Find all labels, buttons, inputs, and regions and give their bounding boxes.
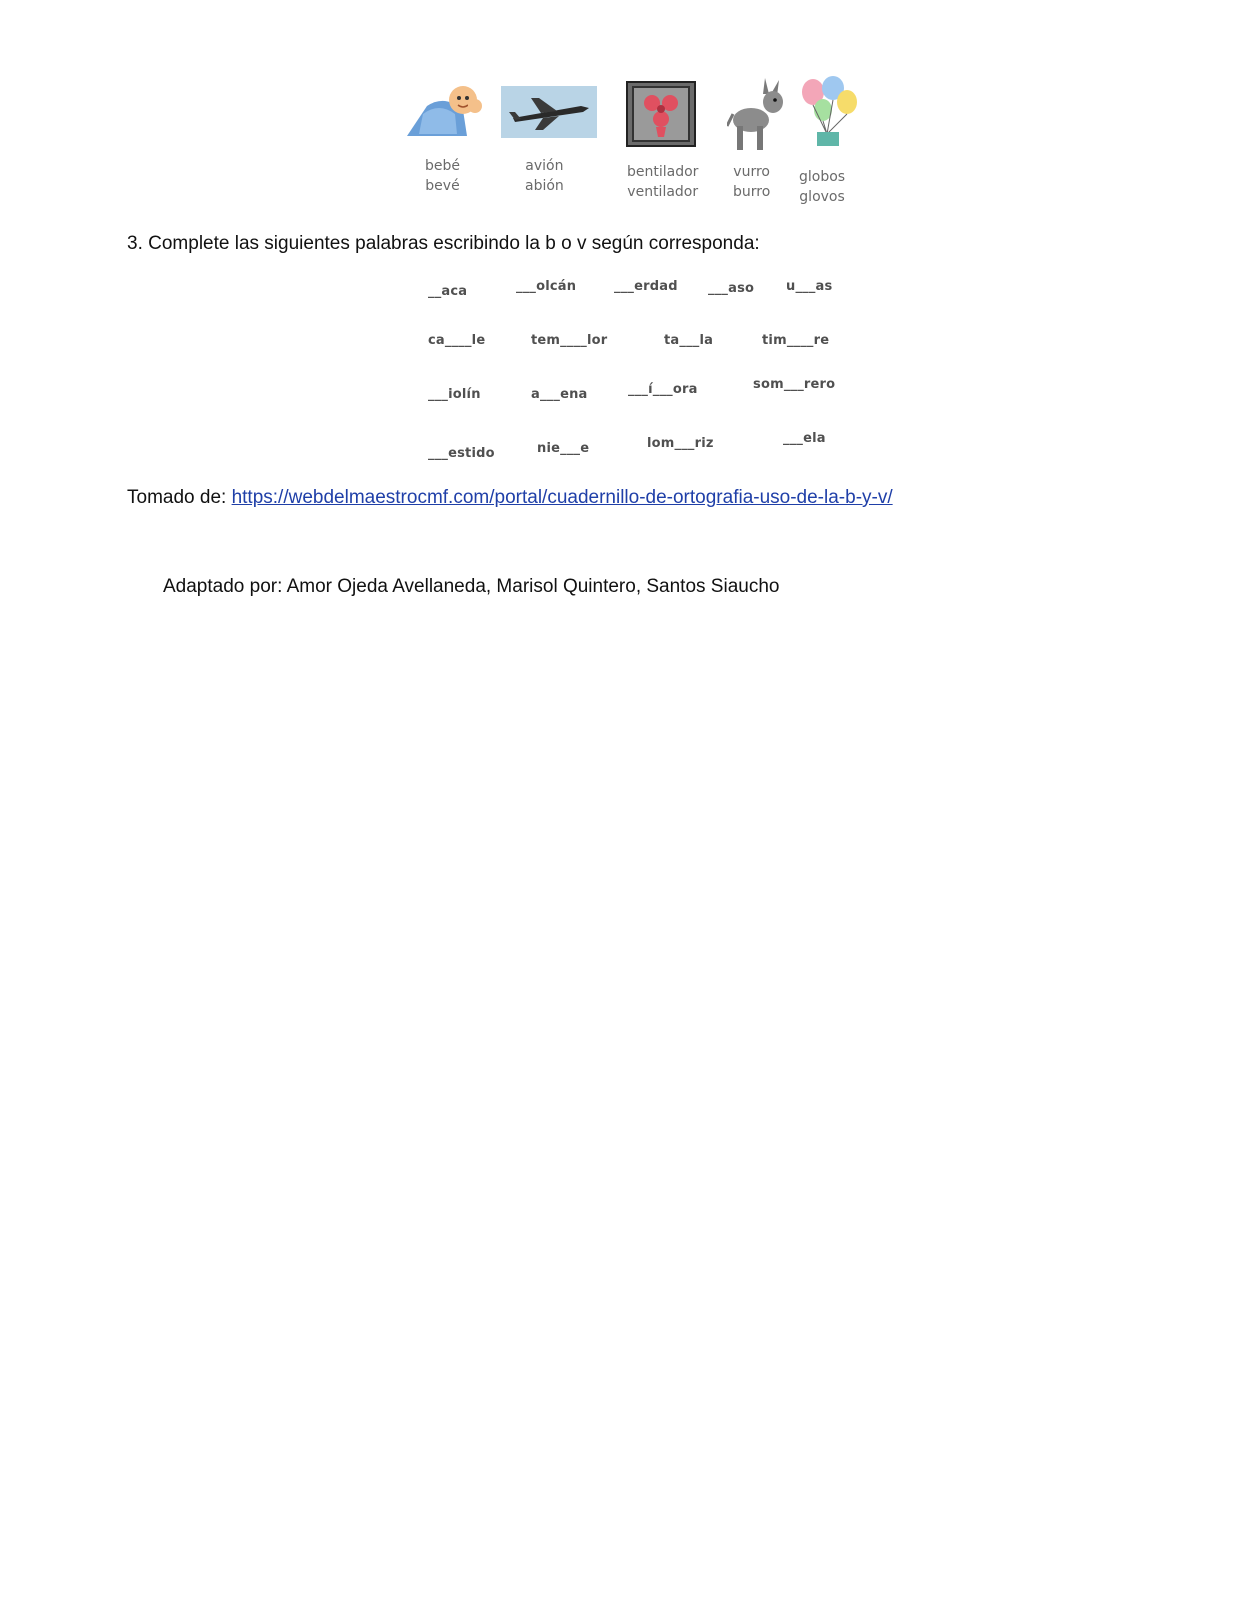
word-item: ___erdad [614,279,678,294]
caption-avion: avión abión [525,158,564,194]
fan-icon [626,81,696,147]
source-link[interactable]: https://webdelmaestrocmf.com/portal/cuadernillo-de-ortografia-uso-de-la-b-y-v/ [231,487,893,508]
word-item: __aca [428,284,468,299]
caption-ventilador: bentilador ventilador [627,164,699,200]
word-item: tem____lor [531,333,608,348]
word-item: ___í___ora [628,382,698,397]
word-item: ___aso [708,281,755,296]
word-item: ___iolín [428,387,481,402]
exercise-instruction [127,233,760,255]
word-item: tim____re [762,333,830,348]
word-item: nie___e [537,441,590,456]
caption-globos: globos glovos [799,169,846,205]
airplane-icon [501,86,597,138]
baby-icon [405,84,487,142]
word-item: u___as [786,279,833,294]
exercise-number: 3. [127,233,143,254]
donkey-icon [727,74,791,154]
word-item: a___ena [531,387,588,402]
word-item: ___estido [428,446,495,461]
word-item: ___olcán [516,279,577,294]
balloons-icon [797,76,859,154]
source-label: Tomado de: [127,487,227,508]
picture-strip [405,68,865,213]
instruction-text: Complete las siguientes palabras escribindo la b o v según corresponda: [148,233,760,254]
word-item: ___ela [783,431,826,446]
source-line [127,487,893,509]
caption-burro: vurro burro [733,164,771,200]
word-item: lom___riz [647,436,714,451]
caption-bebe: bebé bevé [425,158,460,194]
word-item: ta___la [664,333,714,348]
credits: Adaptado por: Amor Ojeda Avellaneda, Marisol Quintero, Santos Siaucho [163,576,780,597]
word-item: som___rero [753,377,836,392]
word-item: ca____le [428,333,486,348]
